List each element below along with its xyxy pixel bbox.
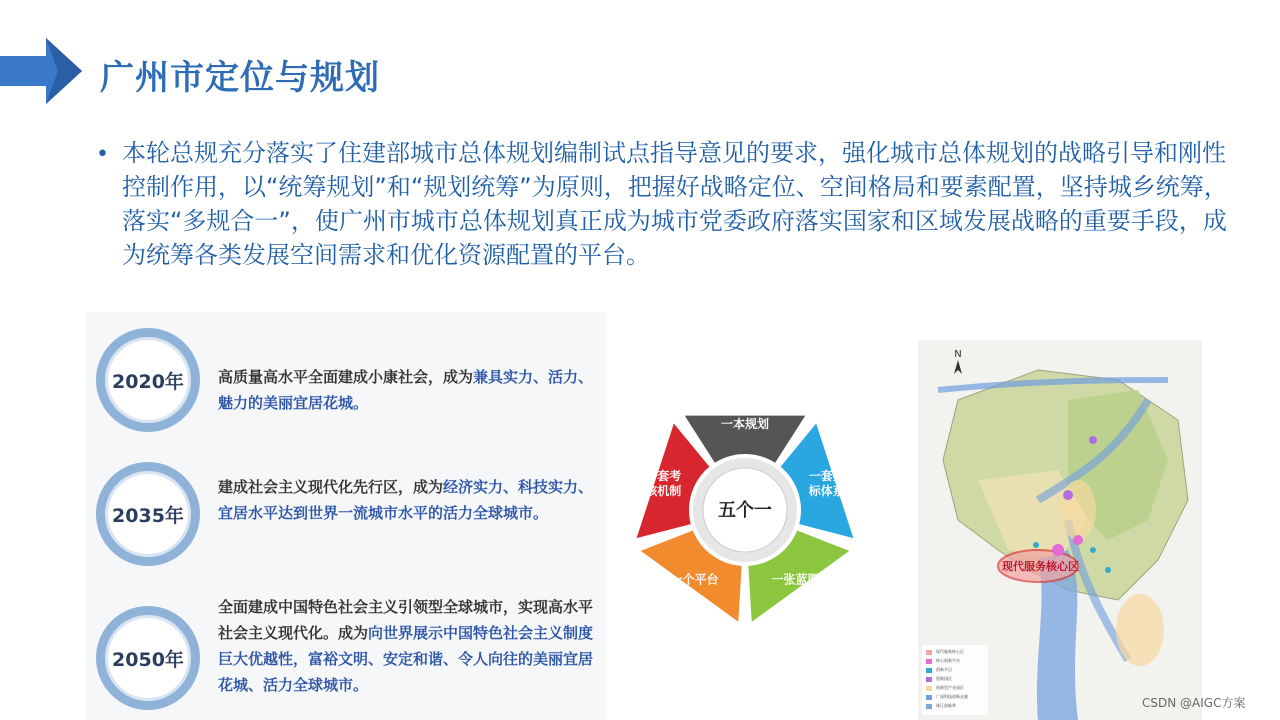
- year-circle: [96, 606, 200, 710]
- legend-item: 创新型产业园区: [936, 685, 964, 690]
- legend-item: 创新园区: [936, 676, 952, 681]
- header-arrow-icon: [0, 36, 82, 106]
- timeline-highlight: 经济实力、科技实力、宜居水平达到世界一流城市水平的活力全球城市。: [218, 478, 594, 522]
- year-circle: [96, 462, 200, 566]
- year-label: 2035年: [112, 504, 184, 527]
- timeline-highlight: 兼具实力、活力、魅力的美丽宜居花城。: [218, 368, 594, 412]
- timeline-lead: 高质量高水平全面建成小康社会，成为: [218, 368, 474, 386]
- timeline-panel: [86, 312, 606, 720]
- pentagon-label-5: 一套考核机制: [645, 468, 682, 498]
- timeline-text: [218, 594, 598, 698]
- legend-item: 现代服务核心区: [936, 649, 964, 654]
- year-label: 2050年: [112, 648, 184, 671]
- pentagon-label-1: 一本规划: [720, 417, 770, 431]
- center-label: 五个一: [718, 500, 772, 521]
- legend-item: 核心创新平台: [936, 658, 960, 663]
- timeline-lead: 全面建成中国特色社会主义引领型全球城市，实现高水平社会主义现代化。成为: [218, 598, 594, 642]
- year-label: 2020年: [112, 370, 184, 393]
- svg-text:N: N: [954, 349, 962, 360]
- guangzhou-map: [918, 340, 1202, 720]
- page-title: 广州市定位与规划: [100, 58, 380, 98]
- legend-item: 创新节点: [936, 667, 952, 672]
- bullet-text: 本轮总规充分落实了住建部城市总体规划编制试点指导意见的要求，强化城市总体规划的战略引导和刚性控制作用，以“统筹规划”和“规划统筹”为原则，把握好战略定位、空间格局和要素配置，坚持城乡统筹，落实“多规合一”，使广州市城市总体规划真正成为城市党委政府落实国家和区域发展战略的重要手段，成为统筹各类发展空间需求和优化资源配置的平台。: [122, 139, 1228, 269]
- bullet-paragraph: [96, 136, 1246, 272]
- watermark: CSDN @AIGC方案: [1142, 696, 1246, 710]
- pentagon-label-4: 一个平台: [670, 572, 719, 587]
- timeline-highlight: 向世界展示中国特色社会主义制度巨大优越性，富裕文明、安定和谐、令人向往的美丽宜居花城、活力全球城市。: [218, 624, 594, 694]
- pentagon-label-3: 一张蓝图: [771, 572, 820, 587]
- legend-item: 广深科技创新走廊: [936, 694, 968, 699]
- timeline-row-2035: [86, 456, 606, 576]
- five-one-diagram: [625, 385, 865, 625]
- timeline-text: [218, 474, 598, 526]
- timeline-row-2050: [86, 600, 606, 720]
- timeline-row-2020: [86, 322, 606, 442]
- map-legend: [936, 647, 988, 710]
- year-circle: [96, 328, 200, 432]
- bullet-dot: •: [96, 142, 109, 167]
- timeline-text: [218, 364, 598, 416]
- pentagon-label-2: 一套指标体系: [808, 468, 845, 498]
- legend-item: 珠江创新带: [936, 703, 956, 708]
- map-core-label: 现代服务核心区: [1002, 560, 1079, 573]
- timeline-lead: 建成社会主义现代化先行区，成为: [218, 478, 444, 496]
